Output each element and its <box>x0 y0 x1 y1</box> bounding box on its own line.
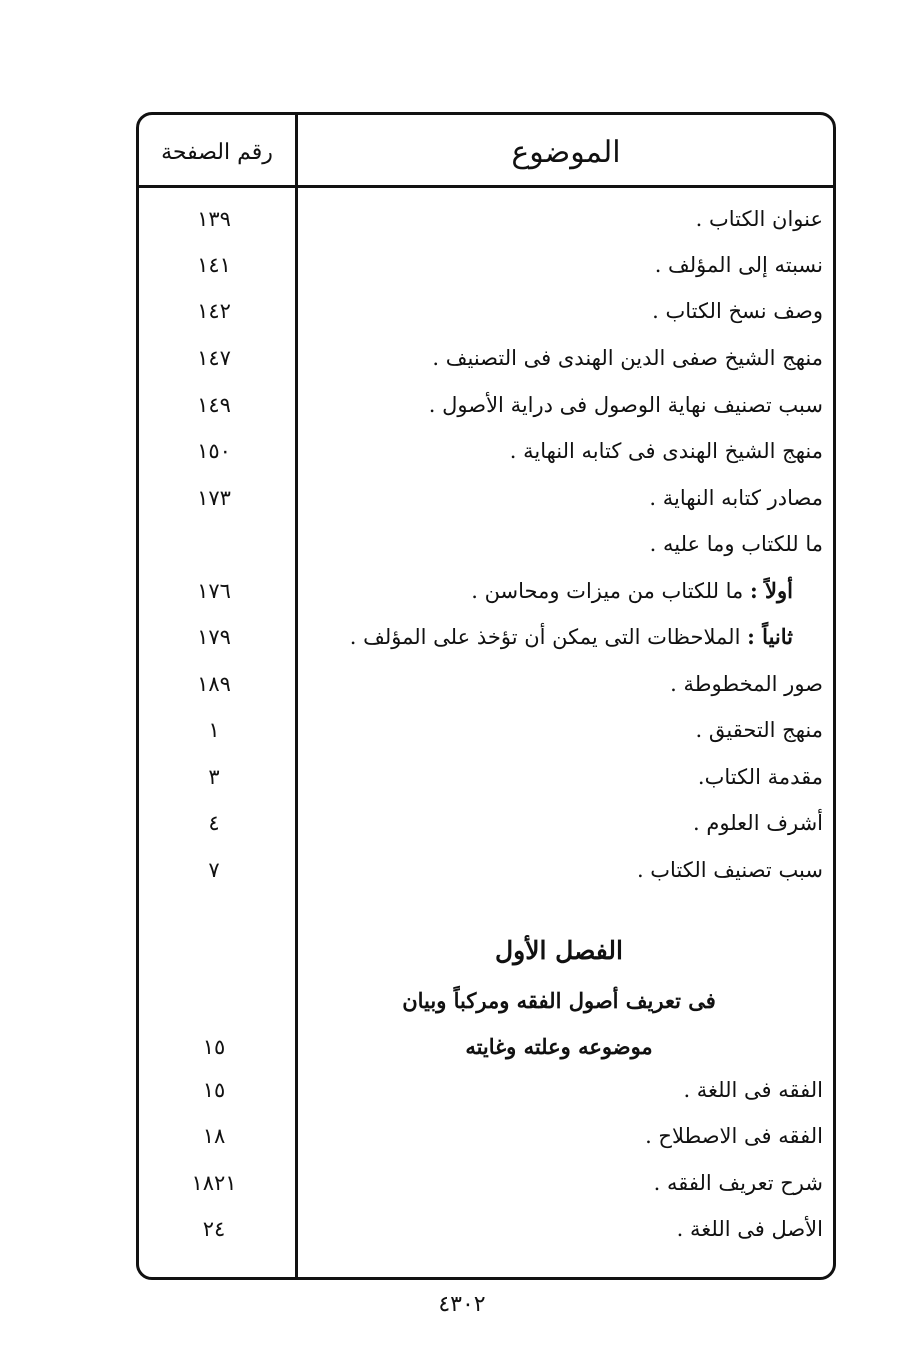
toc-page: ١٤٧ <box>197 346 231 370</box>
toc-topic: مقدمة الكتاب. <box>697 765 823 789</box>
toc-page: ٢٤ <box>202 1217 226 1241</box>
toc-topic: منهج الشيخ صفى الدين الهندى فى التصنيف . <box>432 346 823 370</box>
toc-row <box>139 197 823 241</box>
header-divider <box>139 185 833 188</box>
toc-page: ١٥ <box>202 1035 226 1059</box>
chapter-subtitle-text: موضوعه وعلته وغايته <box>465 1034 653 1059</box>
chapter-subtitle-text: فى تعريف أصول الفقه ومركباً وبيان <box>402 988 716 1013</box>
toc-topic: شرح تعريف الفقه . <box>653 1171 823 1195</box>
toc-page: ١٧٩ <box>197 625 231 649</box>
toc-row <box>139 1207 823 1251</box>
toc-page: ٣ <box>208 765 220 789</box>
header-page-number: رقم الصفحة <box>161 140 273 165</box>
toc-page: ١٨٢١ <box>191 1171 237 1195</box>
toc-page: ١٧٣ <box>197 486 231 510</box>
toc-row <box>139 1068 823 1112</box>
toc-row <box>139 1114 823 1158</box>
toc-topic: أشرف العلوم . <box>693 811 823 835</box>
toc-topic-text: الملاحظات التى يمكن أن تؤخذ على المؤلف . <box>349 625 748 649</box>
toc-row <box>139 662 823 706</box>
toc-page: ١٨٩ <box>197 672 231 696</box>
toc-topic: سبب تصنيف الكتاب . <box>636 858 823 882</box>
toc-topic: نسبته إلى المؤلف . <box>654 253 823 277</box>
toc-row <box>139 476 823 520</box>
toc-topic: عنوان الكتاب . <box>695 207 823 231</box>
toc-row <box>139 243 823 287</box>
toc-row <box>139 522 823 566</box>
chapter-subtitle-line2 <box>139 1025 823 1069</box>
toc-row <box>139 1161 823 1205</box>
toc-topic-lead: أولاً : <box>749 578 793 603</box>
toc-row <box>139 801 823 845</box>
toc-row <box>139 615 823 659</box>
toc-topic <box>471 569 793 613</box>
toc-topic-lead: ثانياً : <box>747 624 793 649</box>
toc-page: ١٧٦ <box>197 579 231 603</box>
toc-topic: ما للكتاب وما عليه . <box>649 532 823 556</box>
page-number: ٤٣٠٢ <box>438 1292 486 1317</box>
toc-page: ١٥ <box>202 1078 226 1102</box>
toc-row <box>139 569 823 613</box>
toc-page: ٧ <box>208 858 220 882</box>
toc-topic: سبب تصنيف نهاية الوصول فى دراية الأصول . <box>428 393 823 417</box>
toc-page: ١٤١ <box>197 253 231 277</box>
toc-row <box>139 848 823 892</box>
toc-topic: الأصل فى اللغة . <box>676 1217 823 1241</box>
toc-page: ١٤٢ <box>197 299 231 323</box>
chapter-subtitle-line1 <box>139 979 823 1023</box>
toc-row <box>139 289 823 333</box>
toc-row <box>139 755 823 799</box>
toc-topic: صور المخطوطة . <box>670 672 823 696</box>
chapter-title-text: الفصل الأول <box>495 936 623 965</box>
toc-topic: منهج التحقيق . <box>695 718 823 742</box>
toc-table <box>136 112 836 1280</box>
toc-topic: الفقه فى الاصطلاح . <box>645 1124 823 1148</box>
chapter-title <box>139 929 823 973</box>
toc-row <box>139 336 823 380</box>
toc-page: ١٤٩ <box>197 393 231 417</box>
toc-topic: منهج الشيخ الهندى فى كتابه النهاية . <box>509 439 823 463</box>
toc-topic-text: ما للكتاب من ميزات ومحاسن . <box>471 579 750 603</box>
toc-row <box>139 429 823 473</box>
toc-page: ١٨ <box>202 1124 226 1148</box>
toc-page: ٤ <box>208 811 220 835</box>
toc-page: ١٥٠ <box>197 439 231 463</box>
toc-page: ١٣٩ <box>197 207 231 231</box>
header-topic: الموضوع <box>511 135 621 170</box>
toc-page: ١ <box>208 718 220 742</box>
toc-topic: وصف نسخ الكتاب . <box>652 299 823 323</box>
toc-row <box>139 383 823 427</box>
toc-row <box>139 708 823 752</box>
toc-topic <box>350 615 793 659</box>
toc-topic: مصادر كتابه النهاية . <box>649 486 823 510</box>
toc-topic: الفقه فى اللغة . <box>683 1078 823 1102</box>
